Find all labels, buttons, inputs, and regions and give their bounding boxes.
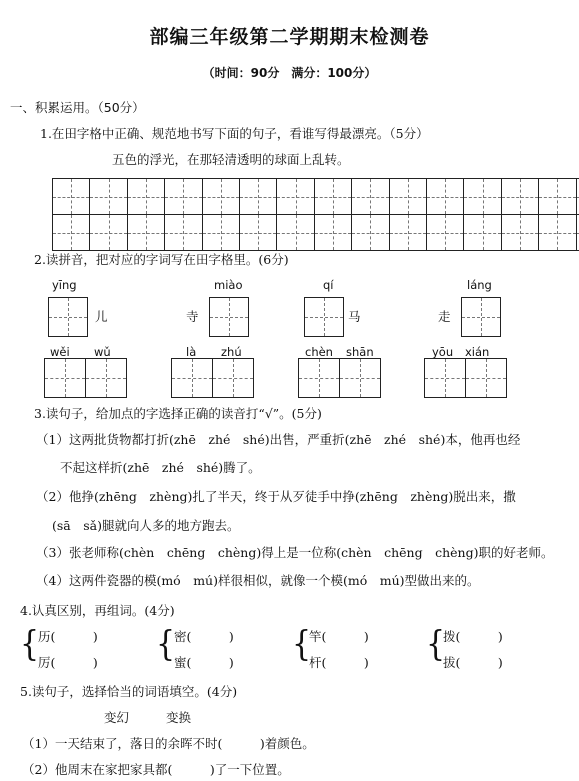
tianzige-cell[interactable] (389, 178, 427, 215)
word-blank[interactable]: 厉( ) (38, 655, 98, 670)
tianzige-cell[interactable] (576, 178, 579, 215)
tianzige-cell[interactable] (298, 358, 340, 398)
section-heading: 一、积累运用。（50分） (10, 100, 145, 115)
word-option: 变换 (166, 710, 192, 725)
tianzige-cell[interactable] (164, 178, 202, 215)
tianzige-cell[interactable] (576, 214, 579, 251)
tianzige-cell[interactable] (501, 178, 539, 215)
word-blank[interactable]: 密( ) (174, 629, 234, 644)
tianzige-cell[interactable] (276, 214, 314, 251)
pinyin: yīng (52, 278, 77, 292)
pinyin: shān (346, 345, 374, 359)
given-char: 儿 (95, 309, 108, 324)
tianzige-cell[interactable] (304, 297, 344, 337)
tianzige-cell[interactable] (52, 214, 90, 251)
pinyin: miào (214, 278, 243, 292)
word-blank[interactable]: 历( ) (38, 629, 98, 644)
tianzige-cell[interactable] (239, 214, 277, 251)
brace-icon: { (292, 624, 312, 665)
word-blank[interactable]: 杆( ) (309, 655, 369, 670)
tianzige-cell[interactable] (89, 214, 127, 251)
tianzige-cell[interactable] (239, 178, 277, 215)
pinyin: wǔ (94, 345, 111, 359)
pinyin: qí (323, 278, 334, 292)
exam-info: （时间：90分 满分：100分） (202, 66, 377, 80)
tianzige-cell[interactable] (202, 178, 240, 215)
pinyin: xián (465, 345, 490, 359)
tianzige-cell[interactable] (424, 358, 466, 398)
tianzige-cell[interactable] (351, 178, 389, 215)
pinyin: láng (467, 278, 492, 292)
tianzige-cell[interactable] (202, 214, 240, 251)
tianzige-cell[interactable] (127, 178, 165, 215)
tianzige-cell[interactable] (339, 358, 381, 398)
page-title: 部编三年级第二学期期末检测卷 (149, 26, 430, 48)
tianzige-cell[interactable] (127, 214, 165, 251)
word-blank[interactable]: 竿( ) (309, 629, 369, 644)
tianzige-cell[interactable] (501, 214, 539, 251)
pinyin: zhú (221, 345, 242, 359)
pinyin: chèn (305, 345, 333, 359)
q4-prompt: 4.认真区别，再组词。(4分) (20, 603, 175, 618)
given-char: 走 (438, 309, 451, 324)
q5-prompt: 5.读句子，选择恰当的词语填空。(4分) (20, 684, 238, 699)
brace-icon: { (426, 624, 446, 665)
tianzige-cell[interactable] (314, 214, 352, 251)
brace-icon: { (20, 624, 40, 665)
q1-prompt: 1.在田字格中正确、规范地书写下面的句子，看谁写得最漂亮。（5分） (40, 126, 429, 141)
tianzige-cell[interactable] (276, 178, 314, 215)
q5-line[interactable]: （1）一天结束了，落日的余晖不时( )着颜色。 (22, 736, 315, 751)
tianzige-cell[interactable] (164, 214, 202, 251)
given-char: 寺 (186, 309, 199, 324)
word-blank[interactable]: 蜜( ) (174, 655, 234, 670)
word-blank[interactable]: 拨( ) (443, 629, 503, 644)
brace-icon: { (156, 624, 176, 665)
tianzige-cell[interactable] (44, 358, 86, 398)
q3-line: (sā sǎ)腿就向人多的地方跑去。 (52, 518, 240, 533)
q3-line: （4）这两件瓷器的模(mó mú)样很相似，就像一个模(mó mú)型做出来的。 (36, 573, 480, 588)
tianzige-cell[interactable] (538, 178, 576, 215)
tianzige-cell[interactable] (212, 358, 254, 398)
tianzige-cell[interactable] (48, 297, 88, 337)
tianzige-cell[interactable] (351, 214, 389, 251)
q2-prompt: 2.读拼音，把对应的字词写在田字格里。(6分) (34, 252, 289, 267)
tianzige-cell[interactable] (52, 178, 90, 215)
q3-line: （1）这两批货物都打折(zhē zhé shé)出售，严重折(zhē zhé shé)本，他再也经 (36, 432, 521, 447)
tianzige-cell[interactable] (171, 358, 213, 398)
tianzige-cell[interactable] (89, 178, 127, 215)
tianzige-cell[interactable] (538, 214, 576, 251)
tianzige-cell[interactable] (461, 297, 501, 337)
given-char: 马 (348, 309, 361, 324)
tianzige-cell[interactable] (426, 214, 464, 251)
word-blank[interactable]: 拔( ) (443, 655, 503, 670)
tianzige-cell[interactable] (426, 178, 464, 215)
tianzige-cell[interactable] (314, 178, 352, 215)
pinyin: yōu (432, 345, 454, 359)
q3-line: （3）张老师称(chèn chēng chèng)得上是一位称(chèn chēng chèng)职的好老师。 (36, 545, 554, 560)
tianzige-cell[interactable] (463, 214, 501, 251)
tianzige-cell[interactable] (465, 358, 507, 398)
tianzige-cell[interactable] (209, 297, 249, 337)
word-option: 变幻 (104, 710, 130, 725)
q3-line: （2）他挣(zhēng zhèng)扎了半天，终于从歹徒手中挣(zhēng zhèng)脱出来，撒 (36, 489, 516, 504)
q3-prompt: 3.读句子，给加点的字选择正确的读音打“√”。(5分) (34, 406, 322, 421)
pinyin: wěi (50, 345, 70, 359)
q3-line: 不起这样折(zhē zhé shé)腾了。 (60, 460, 261, 475)
pinyin: là (186, 345, 197, 359)
q5-line[interactable]: （2）他周末在家把家具都( )了一下位置。 (22, 762, 290, 777)
tianzige-cell[interactable] (389, 214, 427, 251)
tianzige-cell[interactable] (85, 358, 127, 398)
q1-sentence: 五色的浮光，在那轻清透明的球面上乱转。 (112, 152, 350, 167)
tianzige-cell[interactable] (463, 178, 501, 215)
